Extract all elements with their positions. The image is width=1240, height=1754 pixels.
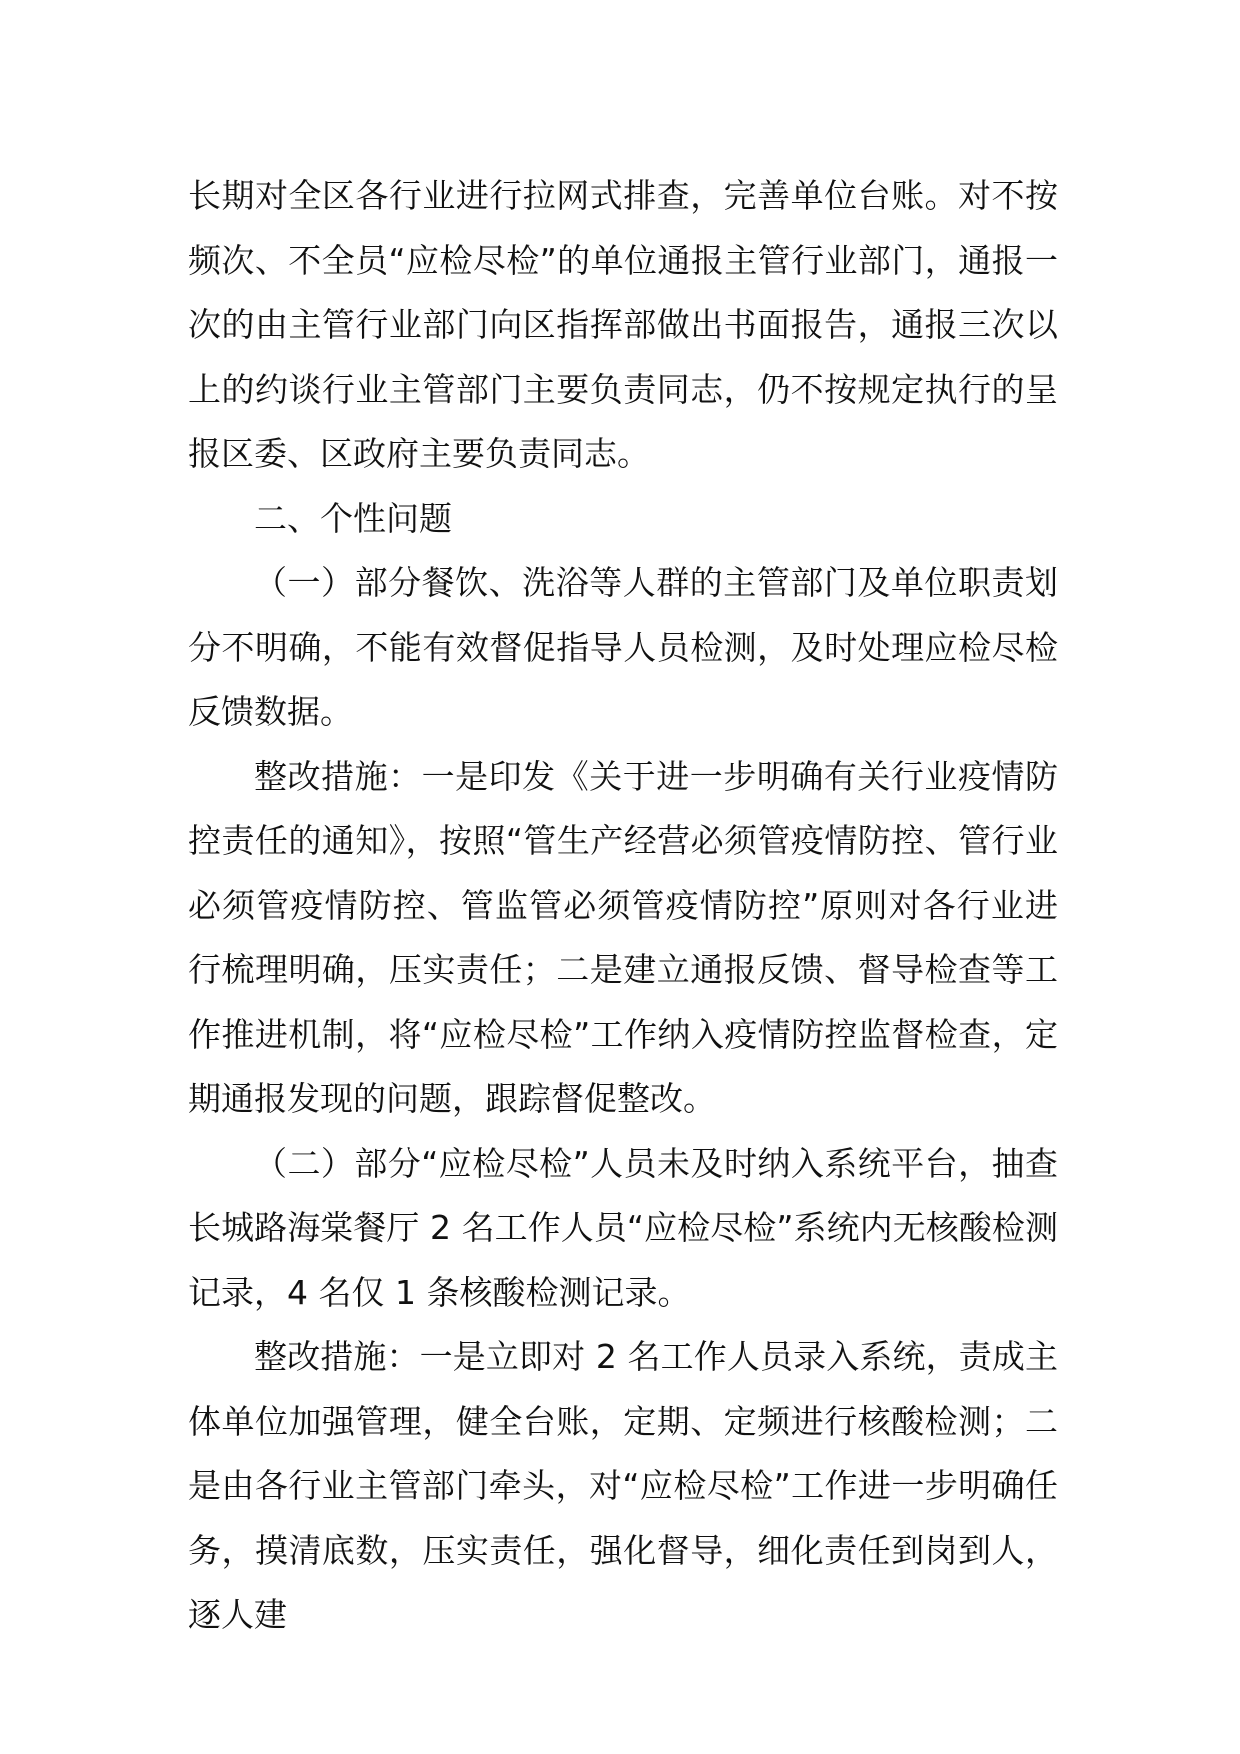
paragraph-continuation: 长期对全区各行业进行拉网式排查，完善单位台账。对不按频次、不全员“应检尽检”的单位通报主管行业部门，通报一次的由主管行业部门向区指挥部做出书面报告，通报三次以上的约谈行业主管部门主要负责同志，仍不按规定执行的呈报区委、区政府主要负责同志。	[188, 176, 1058, 473]
document-body	[188, 164, 1058, 1648]
issue-one: （一）部分餐饮、洗浴等人群的主管部门及单位职责划分不明确，不能有效督促指导人员检测，及时处理应检尽检反馈数据。	[188, 563, 1058, 731]
issue-two: （二）部分“应检尽检”人员未及时纳入系统平台，抽查长城路海棠餐厅 2 名工作人员“应检尽检”系统内无核酸检测记录，4 名仅 1 条核酸检测记录。	[188, 1143, 1058, 1312]
rectification-measures-one: 整改措施：一是印发《关于进一步明确有关行业疫情防控责任的通知》，按照“管生产经营必须管疫情防控、管行业必须管疫情防控、管监管必须管疫情防控”原则对各行业进行梳理明确，压实责任；二是建立通报反馈、督导检查等工作推进机制，将“应检尽检”工作纳入疫情防控监督检查，定期通报发现的问题，跟踪督促整改。	[188, 756, 1058, 1118]
rectification-measures-two: 整改措施：一是立即对 2 名工作人员录入系统，责成主体单位加强管理，健全台账，定期、定频进行核酸检测；二是由各行业主管部门牵头，对“应检尽检”工作进一步明确任务，摸清底数，压实责任，强化督导，细化责任到岗到人，逐人建	[188, 1337, 1058, 1634]
section-heading-individual-issues: 二、个性问题	[254, 498, 452, 538]
